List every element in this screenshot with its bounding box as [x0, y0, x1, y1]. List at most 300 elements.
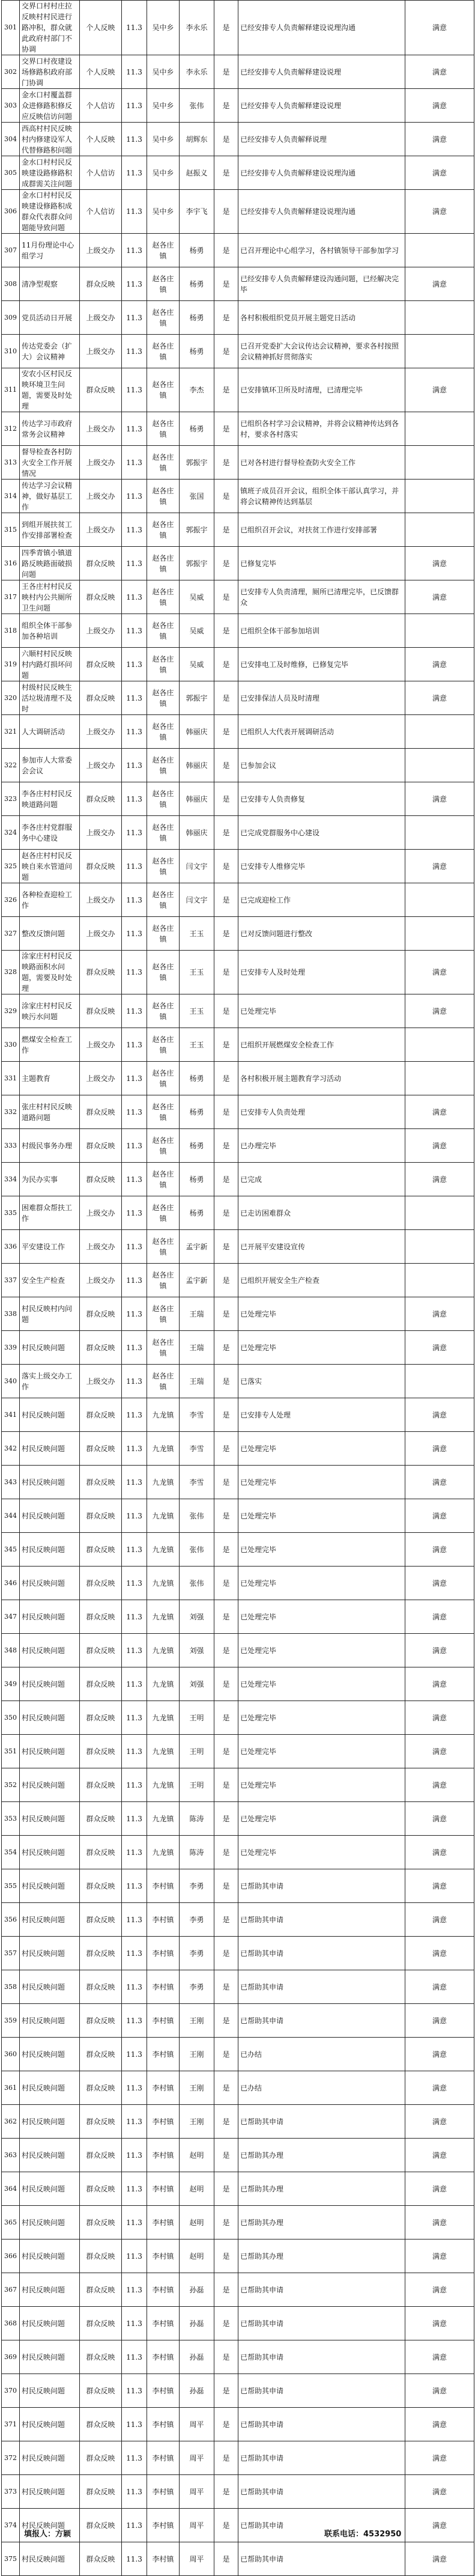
- row-type: 上级交办: [80, 883, 122, 917]
- row-satisfaction: 满意: [405, 2139, 474, 2172]
- row-content: 村民反映问题: [20, 2408, 80, 2441]
- row-date: 11.3: [122, 2172, 147, 2206]
- row-number: 307: [2, 234, 20, 267]
- table-row: [2, 234, 474, 267]
- row-date: 11.3: [122, 2307, 147, 2340]
- row-satisfaction: 满意: [405, 267, 474, 301]
- row-transfer: 是: [214, 1802, 238, 1836]
- row-number: 359: [2, 2004, 20, 2038]
- row-type: 个人反映: [80, 123, 122, 156]
- table-row: [2, 547, 474, 580]
- row-content: 涂家庄村村民反映污水问题: [20, 994, 80, 1028]
- table-row: [2, 816, 474, 850]
- row-content: 金水口村村民反映建设路修路积成群需关注问题: [20, 156, 80, 190]
- row-result: 已走访困难群众: [238, 1196, 405, 1230]
- row-number: 325: [2, 850, 20, 883]
- row-date: 11.3: [122, 412, 147, 446]
- row-type: 上级交办: [80, 1196, 122, 1230]
- row-type: 上级交办: [80, 480, 122, 513]
- table-row: [2, 1634, 474, 1667]
- row-person: 刘强: [180, 1634, 214, 1667]
- row-number: 335: [2, 1196, 20, 1230]
- row-type: 群众反映: [80, 994, 122, 1028]
- row-person: 孙磊: [180, 2273, 214, 2307]
- row-date: 11.3: [122, 1129, 147, 1163]
- row-person: 周平: [180, 2441, 214, 2475]
- row-number: 367: [2, 2273, 20, 2307]
- row-satisfaction: [405, 917, 474, 951]
- row-date: 11.3: [122, 1264, 147, 1297]
- row-person: 王刚: [180, 2071, 214, 2105]
- row-type: 上级交办: [80, 446, 122, 480]
- row-transfer: 是: [214, 89, 238, 123]
- row-satisfaction: 满意: [405, 1768, 474, 1802]
- row-result: 已落实: [238, 1365, 405, 1398]
- row-number: 313: [2, 446, 20, 480]
- row-satisfaction: 满意: [405, 2240, 474, 2273]
- table-row: [2, 1331, 474, 1365]
- row-date: 11.3: [122, 2374, 147, 2408]
- row-org: 赵各庄镇: [147, 917, 180, 951]
- row-transfer: 是: [214, 2509, 238, 2542]
- row-type: 群众反映: [80, 1432, 122, 1466]
- row-content: 困难群众帮扶工作: [20, 1196, 80, 1230]
- row-transfer: 是: [214, 1028, 238, 1062]
- row-type: 群众反映: [80, 2038, 122, 2071]
- row-content: 村民反映问题: [20, 1432, 80, 1466]
- row-type: 群众反映: [80, 2273, 122, 2307]
- row-date: 11.3: [122, 1970, 147, 2004]
- row-content: 村民反映问题: [20, 1869, 80, 1903]
- row-person: 李勇: [180, 1937, 214, 1970]
- row-satisfaction: 满意: [405, 1937, 474, 1970]
- row-date: 11.3: [122, 2004, 147, 2038]
- row-date: 11.3: [122, 994, 147, 1028]
- row-content: 六顺村村民反映村内路灯损坏问题: [20, 648, 80, 681]
- row-transfer: 是: [214, 267, 238, 301]
- row-date: 11.3: [122, 1062, 147, 1095]
- table-row: [2, 1802, 474, 1836]
- row-result: 已安排专人负责处理: [238, 1095, 405, 1129]
- row-satisfaction: 满意: [405, 994, 474, 1028]
- row-org: 九龙镇: [147, 1634, 180, 1667]
- row-person: 周平: [180, 2475, 214, 2509]
- row-date: 11.3: [122, 2509, 147, 2542]
- row-transfer: 是: [214, 1398, 238, 1432]
- row-person: 杨勇: [180, 1163, 214, 1196]
- row-content: 村民反映问题: [20, 2509, 80, 2542]
- row-person: 张伟: [180, 1533, 214, 1567]
- table-row: [2, 480, 474, 513]
- row-person: 杨勇: [180, 412, 214, 446]
- table-row: [2, 749, 474, 782]
- row-org: 吴中乡: [147, 89, 180, 123]
- row-content: 村民反映问题: [20, 1533, 80, 1567]
- row-satisfaction: 满意: [405, 2408, 474, 2441]
- row-content: 村民反映问题: [20, 2273, 80, 2307]
- row-satisfaction: 满意: [405, 681, 474, 715]
- row-type: 群众反映: [80, 2172, 122, 2206]
- row-type: 群众反映: [80, 1701, 122, 1735]
- row-number: 304: [2, 123, 20, 156]
- row-result: 已经安排专人负责解释说理: [238, 123, 405, 156]
- row-result: 已处理完毕: [238, 1533, 405, 1567]
- table-row: [2, 1398, 474, 1432]
- row-transfer: 是: [214, 648, 238, 681]
- row-date: 11.3: [122, 1398, 147, 1432]
- row-date: 11.3: [122, 55, 147, 89]
- row-result: 已完成党群服务中心建设: [238, 816, 405, 850]
- row-content: 传达党委会（扩大）会议精神: [20, 335, 80, 368]
- row-result: 已处理完毕: [238, 1297, 405, 1331]
- table-row: [2, 2004, 474, 2038]
- row-number: 360: [2, 2038, 20, 2071]
- table-row: [2, 513, 474, 547]
- row-transfer: 是: [214, 123, 238, 156]
- row-org: 吴中乡: [147, 156, 180, 190]
- row-number: 349: [2, 1667, 20, 1701]
- table-row: [2, 2273, 474, 2307]
- row-type: 上级交办: [80, 1365, 122, 1398]
- row-number: 331: [2, 1062, 20, 1095]
- table-row: [2, 1365, 474, 1398]
- row-date: 11.3: [122, 1466, 147, 1499]
- row-person: 孙磊: [180, 2374, 214, 2408]
- row-content: 组织全体干部参加各种培训: [20, 614, 80, 648]
- row-person: 王玉: [180, 951, 214, 994]
- row-date: 11.3: [122, 1331, 147, 1365]
- row-type: 群众反映: [80, 2374, 122, 2408]
- table-row: [2, 123, 474, 156]
- row-number: 309: [2, 301, 20, 335]
- row-type: 个人反映: [80, 55, 122, 89]
- row-number: 337: [2, 1264, 20, 1297]
- row-satisfaction: 满意: [405, 2307, 474, 2340]
- row-org: 赵各庄镇: [147, 994, 180, 1028]
- row-result: 已组织人大代表开展调研活动: [238, 715, 405, 749]
- table-row: [2, 1028, 474, 1062]
- row-content: 村民反映问题: [20, 2374, 80, 2408]
- table-row: [2, 917, 474, 951]
- row-type: 群众反映: [80, 2408, 122, 2441]
- row-date: 11.3: [122, 1365, 147, 1398]
- row-person: 杨勇: [180, 1196, 214, 1230]
- row-number: 308: [2, 267, 20, 301]
- row-date: 11.3: [122, 883, 147, 917]
- row-org: 赵各庄镇: [147, 850, 180, 883]
- row-result: 已处理完毕: [238, 1802, 405, 1836]
- row-result: 已经安排专人负责解释建设沟通问题，已经解决完毕: [238, 267, 405, 301]
- row-date: 11.3: [122, 2206, 147, 2240]
- row-satisfaction: [405, 1062, 474, 1095]
- row-transfer: 是: [214, 782, 238, 816]
- row-org: 九龙镇: [147, 1802, 180, 1836]
- row-date: 11.3: [122, 951, 147, 994]
- row-number: 355: [2, 1869, 20, 1903]
- row-content: 金水口村覆盖群众进修路积修反应反映信访问题: [20, 89, 80, 123]
- row-org: 赵各庄镇: [147, 1297, 180, 1331]
- row-type: 群众反映: [80, 547, 122, 580]
- row-number: 317: [2, 580, 20, 614]
- row-satisfaction: [405, 883, 474, 917]
- row-transfer: 是: [214, 2071, 238, 2105]
- table-row: [2, 2105, 474, 2139]
- row-content: 村民反映问题: [20, 1836, 80, 1869]
- table-row: [2, 883, 474, 917]
- row-date: 11.3: [122, 2105, 147, 2139]
- row-type: 群众反映: [80, 681, 122, 715]
- row-result: 已召开党委扩大会议传达会议精神，要求各村按照会议精神抓好贯彻落实: [238, 335, 405, 368]
- row-transfer: 是: [214, 883, 238, 917]
- row-number: 327: [2, 917, 20, 951]
- row-number: 368: [2, 2307, 20, 2340]
- row-person: 杨勇: [180, 1095, 214, 1129]
- row-number: 371: [2, 2408, 20, 2441]
- table-row: [2, 2139, 474, 2172]
- row-person: 杨勇: [180, 335, 214, 368]
- row-person: 王瑞: [180, 1297, 214, 1331]
- table-row: [2, 614, 474, 648]
- table-row: [2, 715, 474, 749]
- row-number: 348: [2, 1634, 20, 1667]
- row-result: 已完成: [238, 1163, 405, 1196]
- row-number: 306: [2, 190, 20, 234]
- row-transfer: 是: [214, 1432, 238, 1466]
- row-person: 王刚: [180, 2105, 214, 2139]
- row-date: 11.3: [122, 2071, 147, 2105]
- row-person: 王瑞: [180, 1331, 214, 1365]
- table-row: [2, 335, 474, 368]
- row-satisfaction: 满意: [405, 1095, 474, 1129]
- row-number: 364: [2, 2172, 20, 2206]
- row-content: 村民反映问题: [20, 2307, 80, 2340]
- row-number: 326: [2, 883, 20, 917]
- row-transfer: 是: [214, 446, 238, 480]
- row-person: 吴威: [180, 648, 214, 681]
- row-type: 上级交办: [80, 234, 122, 267]
- row-number: 344: [2, 1499, 20, 1533]
- row-type: 群众反映: [80, 1533, 122, 1567]
- row-date: 11.3: [122, 1196, 147, 1230]
- row-satisfaction: [405, 446, 474, 480]
- row-org: 九龙镇: [147, 1432, 180, 1466]
- row-result: 已帮助其申请: [238, 2509, 405, 2542]
- row-result: 镇班子成员召开会议，组织全体干部认真学习，并将会议精神传达到基层: [238, 480, 405, 513]
- table-row: [2, 1, 474, 55]
- row-type: 群众反映: [80, 368, 122, 412]
- row-number: 363: [2, 2139, 20, 2172]
- row-date: 11.3: [122, 513, 147, 547]
- row-result: 已组织召开会议，对扶贫工作进行安排部署: [238, 513, 405, 547]
- row-transfer: 是: [214, 1129, 238, 1163]
- row-person: 胡辉东: [180, 123, 214, 156]
- row-transfer: 是: [214, 1331, 238, 1365]
- row-org: 九龙镇: [147, 1600, 180, 1634]
- row-satisfaction: [405, 715, 474, 749]
- row-content: 落实上级交办工作: [20, 1365, 80, 1398]
- row-result: 已对反馈问题进行整改: [238, 917, 405, 951]
- table-row: [2, 850, 474, 883]
- table-row: [2, 1533, 474, 1567]
- row-content: 村民反映问题: [20, 2139, 80, 2172]
- row-satisfaction: 满意: [405, 1869, 474, 1903]
- row-result: 已安排专人负责修复: [238, 782, 405, 816]
- row-transfer: 是: [214, 1163, 238, 1196]
- row-result: 已处理完毕: [238, 1466, 405, 1499]
- row-person: 杨勇: [180, 1062, 214, 1095]
- row-transfer: 是: [214, 480, 238, 513]
- row-person: 王刚: [180, 2004, 214, 2038]
- row-result: 已安排镇环卫所及时清理，已清理完毕: [238, 368, 405, 412]
- row-type: 上级交办: [80, 301, 122, 335]
- row-date: 11.3: [122, 850, 147, 883]
- table-row: [2, 1163, 474, 1196]
- row-person: 王玉: [180, 917, 214, 951]
- row-satisfaction: 满意: [405, 1297, 474, 1331]
- row-number: 351: [2, 1735, 20, 1768]
- row-satisfaction: 满意: [405, 2273, 474, 2307]
- row-result: 已处理完毕: [238, 1634, 405, 1667]
- row-org: 李村镇: [147, 2071, 180, 2105]
- row-content: 村民反映问题: [20, 2206, 80, 2240]
- row-result: 已经安排专人负责解释建设说理: [238, 55, 405, 89]
- row-date: 11.3: [122, 614, 147, 648]
- row-date: 11.3: [122, 301, 147, 335]
- row-person: 韩丽庆: [180, 715, 214, 749]
- row-org: 赵各庄镇: [147, 580, 180, 614]
- row-transfer: 是: [214, 1634, 238, 1667]
- row-satisfaction: 满意: [405, 1533, 474, 1567]
- row-type: 群众反映: [80, 1331, 122, 1365]
- row-transfer: 是: [214, 2408, 238, 2441]
- row-satisfaction: 满意: [405, 1398, 474, 1432]
- table-row: [2, 1062, 474, 1095]
- row-person: 赵明: [180, 2139, 214, 2172]
- row-type: 群众反映: [80, 1600, 122, 1634]
- table-row: [2, 2542, 474, 2576]
- row-content: 村民反映问题: [20, 2038, 80, 2071]
- table-row: [2, 1701, 474, 1735]
- row-org: 李村镇: [147, 2273, 180, 2307]
- table-row: [2, 994, 474, 1028]
- row-date: 11.3: [122, 1297, 147, 1331]
- row-content: 村民反映问题: [20, 2441, 80, 2475]
- row-number: 311: [2, 368, 20, 412]
- row-date: 11.3: [122, 480, 147, 513]
- row-person: 张伟: [180, 89, 214, 123]
- row-date: 11.3: [122, 156, 147, 190]
- row-number: 316: [2, 547, 20, 580]
- row-result: 已组织全体干部参加培训: [238, 614, 405, 648]
- row-transfer: 是: [214, 614, 238, 648]
- row-org: 赵各庄镇: [147, 883, 180, 917]
- row-result: 已帮助其申请: [238, 1869, 405, 1903]
- row-content: 村级民事务办理: [20, 1129, 80, 1163]
- row-org: 赵各庄镇: [147, 412, 180, 446]
- row-satisfaction: 满意: [405, 1331, 474, 1365]
- row-org: 九龙镇: [147, 1398, 180, 1432]
- table-row: [2, 1297, 474, 1331]
- row-transfer: 是: [214, 951, 238, 994]
- table-row: [2, 2340, 474, 2374]
- row-result: 已处理完毕: [238, 1499, 405, 1533]
- row-date: 11.3: [122, 2408, 147, 2441]
- row-number: 319: [2, 648, 20, 681]
- row-org: 赵各庄镇: [147, 1196, 180, 1230]
- row-satisfaction: 满意: [405, 951, 474, 994]
- table-row: [2, 1768, 474, 1802]
- row-satisfaction: 满意: [405, 648, 474, 681]
- row-person: 吴威: [180, 614, 214, 648]
- row-org: 吴中乡: [147, 1, 180, 55]
- table-row: [2, 156, 474, 190]
- row-number: 352: [2, 1768, 20, 1802]
- row-person: 赵明: [180, 2206, 214, 2240]
- row-transfer: 是: [214, 368, 238, 412]
- row-content: 村民反映问题: [20, 1903, 80, 1937]
- row-satisfaction: 满意: [405, 547, 474, 580]
- row-content: 各种检查迎检工作: [20, 883, 80, 917]
- row-org: 赵各庄镇: [147, 1095, 180, 1129]
- row-number: 374: [2, 2509, 20, 2542]
- row-content: 张庄村村民反映道路问题: [20, 1095, 80, 1129]
- row-type: 群众反映: [80, 1768, 122, 1802]
- row-satisfaction: [405, 234, 474, 267]
- row-result: 已办结: [238, 2071, 405, 2105]
- row-type: 群众反映: [80, 2475, 122, 2509]
- row-date: 11.3: [122, 782, 147, 816]
- row-content: 村民反映问题: [20, 1634, 80, 1667]
- row-date: 11.3: [122, 2475, 147, 2509]
- row-person: 李永乐: [180, 1, 214, 55]
- row-person: 刘强: [180, 1600, 214, 1634]
- row-date: 11.3: [122, 917, 147, 951]
- row-org: 九龙镇: [147, 1499, 180, 1533]
- row-org: 李村镇: [147, 2408, 180, 2441]
- row-satisfaction: 满意: [405, 1, 474, 55]
- row-type: 群众反映: [80, 1466, 122, 1499]
- row-number: 358: [2, 1970, 20, 2004]
- row-transfer: 是: [214, 1062, 238, 1095]
- row-content: 涂家庄村村民反映路面积水问题，需要及时处理: [20, 951, 80, 994]
- row-org: 赵各庄镇: [147, 715, 180, 749]
- row-org: 赵各庄镇: [147, 446, 180, 480]
- row-date: 11.3: [122, 1701, 147, 1735]
- row-date: 11.3: [122, 1095, 147, 1129]
- row-org: 赵各庄镇: [147, 267, 180, 301]
- row-number: 334: [2, 1163, 20, 1196]
- row-result: 已召开理论中心组学习，各村镇领导干部参加学习: [238, 234, 405, 267]
- row-content: 平安建设工作: [20, 1230, 80, 1264]
- row-type: 群众反映: [80, 1836, 122, 1869]
- table-row: [2, 1466, 474, 1499]
- row-date: 11.3: [122, 335, 147, 368]
- row-type: 上级交办: [80, 1230, 122, 1264]
- row-date: 11.3: [122, 1836, 147, 1869]
- row-transfer: 是: [214, 917, 238, 951]
- row-satisfaction: 满意: [405, 1466, 474, 1499]
- row-person: 王明: [180, 1768, 214, 1802]
- row-result: 已安排专人维修完毕: [238, 850, 405, 883]
- row-satisfaction: [405, 1264, 474, 1297]
- row-result: 已组织开展安全生产检查: [238, 1264, 405, 1297]
- row-type: 上级交办: [80, 412, 122, 446]
- table-row: [2, 1567, 474, 1600]
- row-person: 杨勇: [180, 267, 214, 301]
- row-result: 已完成迎检工作: [238, 883, 405, 917]
- row-type: 上级交办: [80, 513, 122, 547]
- table-row: [2, 2172, 474, 2206]
